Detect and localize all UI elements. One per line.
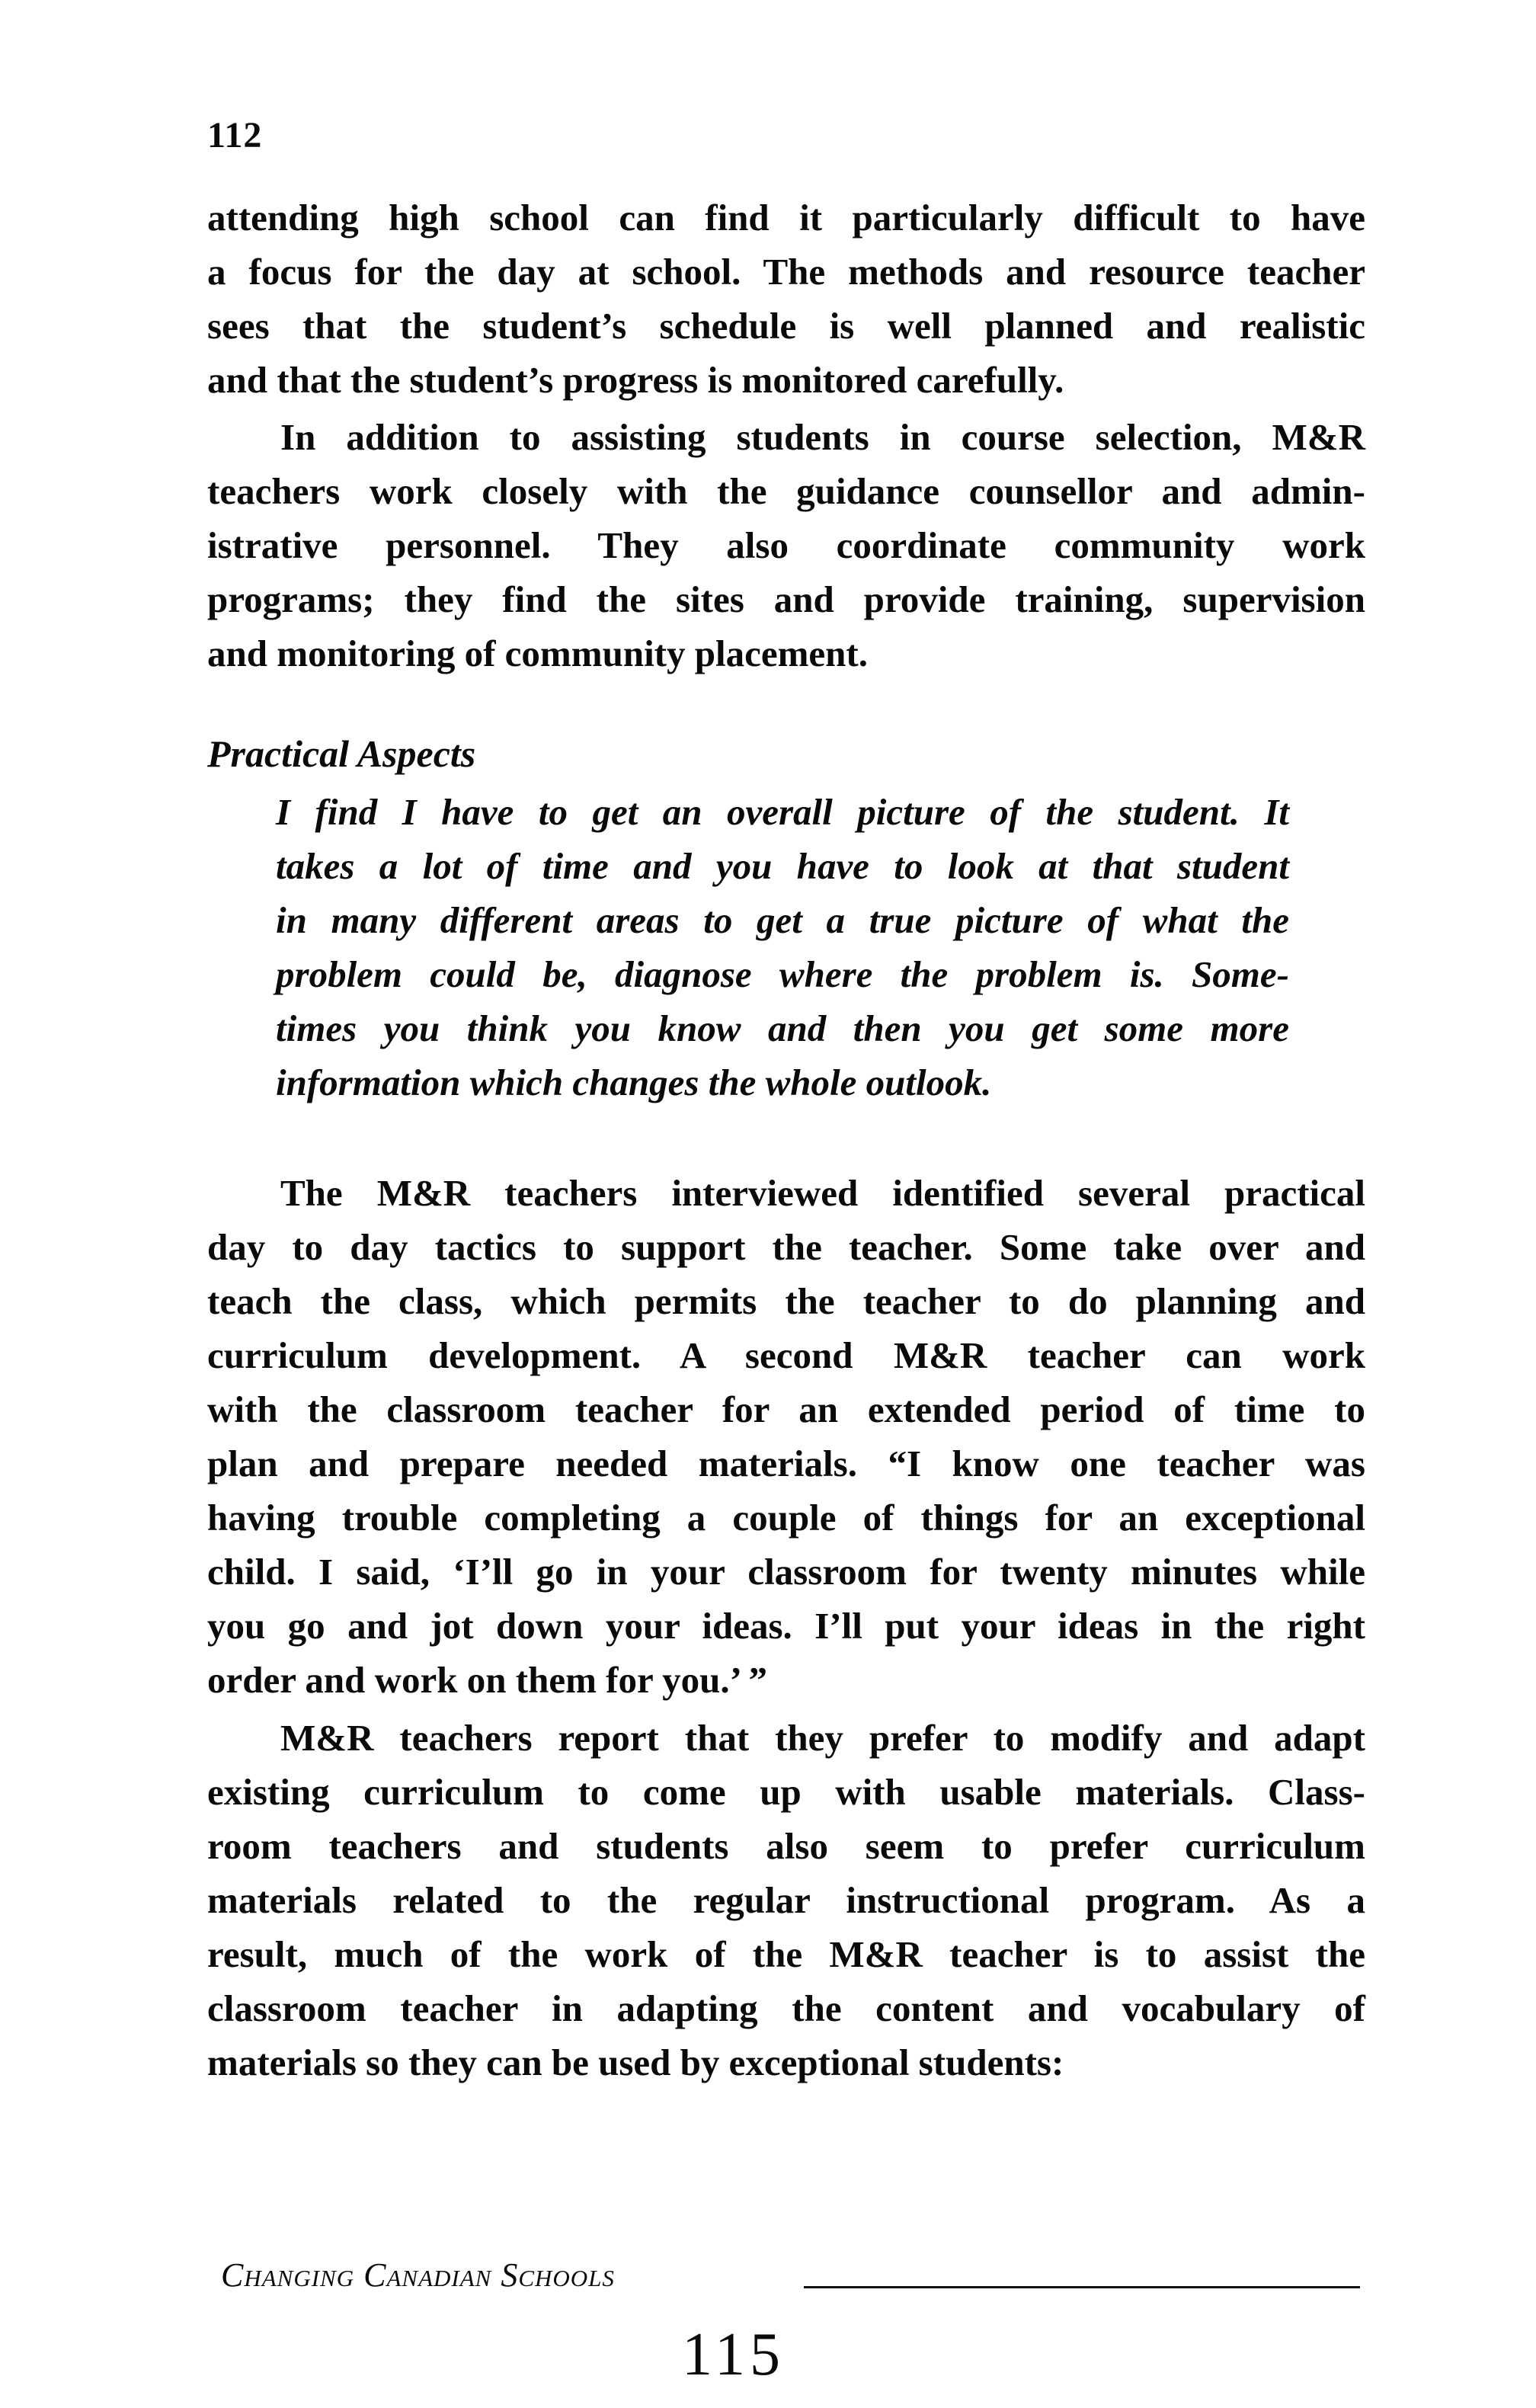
paragraph-2 [207, 410, 1365, 680]
quote-line: takes a lot of time and you have to look at that student [276, 845, 1289, 887]
quote-line: times you think you know and then you get some more [276, 1007, 1289, 1049]
text-line: with the classroom teacher for an extended period of time to [207, 1388, 1365, 1430]
text-line: The M&R teachers interviewed identified several practical [280, 1172, 1365, 1214]
text-line: materials so they can be used by exceptional students: [207, 2041, 1064, 2083]
text-line: day to day tactics to support the teacher. Some take over and [207, 1226, 1365, 1268]
text-line: room teachers and students also seem to prefer curriculum [207, 1825, 1365, 1867]
footer-rule [804, 2286, 1360, 2288]
paragraph-4 [207, 1711, 1365, 2089]
text-line: teach the class, which permits the teacher to do planning and [207, 1280, 1365, 1322]
text-line: existing curriculum to come up with usable materials. Class- [207, 1771, 1365, 1813]
text-line: M&R teachers report that they prefer to modify and adapt [280, 1717, 1365, 1759]
text-line: teachers work closely with the guidance counsellor and admin- [207, 470, 1365, 512]
running-footer [221, 2256, 1364, 2309]
text-line: curriculum development. A second M&R teacher can work [207, 1334, 1365, 1376]
text-line: classroom teacher in adapting the content and vocabulary of [207, 1987, 1365, 2029]
text-line: programs; they find the sites and provide training, supervision [207, 578, 1365, 620]
text-line: having trouble completing a couple of things for an exceptional [207, 1497, 1365, 1539]
quote-line: in many different areas to get a true picture of what the [276, 899, 1289, 941]
text-line: attending high school can find it particularly difficult to have [207, 197, 1365, 239]
text-line: you go and jot down your ideas. I’ll put your ideas in the right [207, 1605, 1365, 1647]
quote-line: problem could be, diagnose where the problem is. Some- [276, 953, 1289, 995]
section-heading: Practical Aspects [207, 732, 476, 775]
text-line: istrative personnel. They also coordinate community work [207, 524, 1365, 566]
quote-line: I find I have to get an overall picture of the student. It [276, 791, 1289, 833]
quote-line: information which changes the whole outlook. [276, 1062, 992, 1103]
folio-number: 115 [682, 2321, 786, 2388]
text-line: sees that the student’s schedule is well planned and realistic [207, 305, 1365, 347]
text-line: child. I said, ‘I’ll go in your classroom for twenty minutes while [207, 1551, 1365, 1593]
text-line: plan and prepare needed materials. “I know one teacher was [207, 1443, 1365, 1484]
text-line: a focus for the day at school. The methods and resource teacher [207, 251, 1365, 293]
text-line: In addition to assisting students in course selection, M&R [280, 416, 1365, 458]
paragraph-1 [207, 191, 1365, 407]
text-line: result, much of the work of the M&R teacher is to assist the [207, 1933, 1365, 1975]
block-quote [276, 785, 1289, 1110]
paragraph-3 [207, 1166, 1365, 1707]
footer-title: Changing Canadian Schools [221, 2256, 615, 2294]
text-line: order and work on them for you.’ ” [207, 1659, 767, 1701]
text-line: and that the student’s progress is monitored carefully. [207, 359, 1064, 401]
text-line: and monitoring of community placement. [207, 632, 868, 674]
text-line: materials related to the regular instructional program. As a [207, 1879, 1365, 1921]
running-page-number: 112 [207, 115, 263, 155]
